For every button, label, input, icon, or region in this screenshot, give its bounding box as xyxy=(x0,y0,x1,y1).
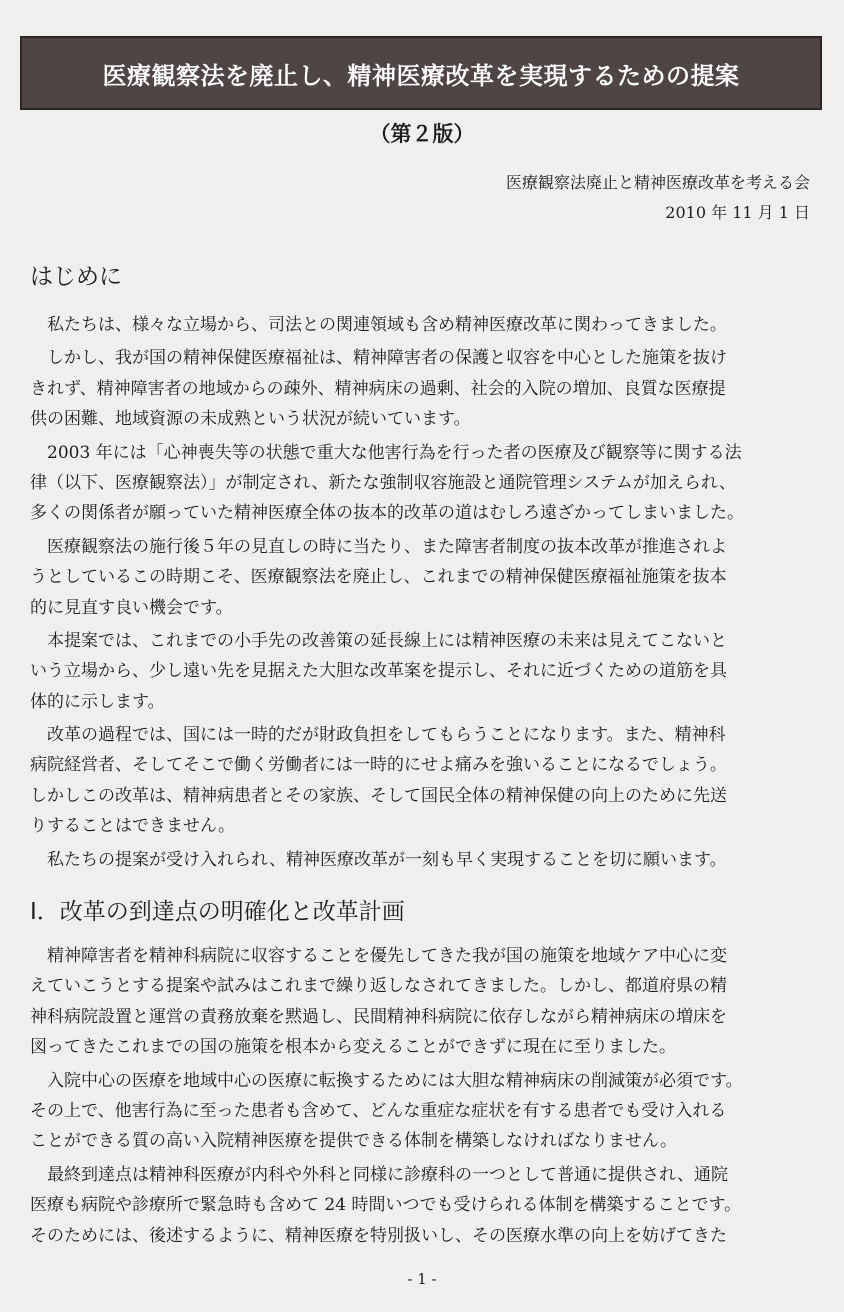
paragraph xyxy=(30,941,814,1063)
paragraph-line: 図ってきたこれまでの国の施策を根本から変えることができずに現在に至りました。 xyxy=(30,1037,676,1058)
paragraph-line: ことができる質の高い入院精神医療を提供できる体制を構築しなければなりません。 xyxy=(30,1131,678,1152)
paragraph-line: 本提案では、これまでの小手先の改善策の延長線上には精神医療の未来は見えてこないと xyxy=(30,630,727,651)
title-banner xyxy=(20,36,822,110)
paragraph-line: 的に見直す良い機会です。 xyxy=(30,597,233,618)
paragraph-line: うとしているこの時期こそ、医療観察法を廃止し、これまでの精神保健医療福祉施策を抜本 xyxy=(30,567,727,588)
document-title: 医療観察法を廃止し、精神医療改革を実現するための提案 xyxy=(102,61,740,90)
organization-name: 医療観察法廃止と精神医療改革を考える会 xyxy=(505,173,810,192)
paragraph-line: しかし、我が国の精神保健医療福祉は、精神障害者の保護と収容を中心とした施策を抜け xyxy=(30,348,727,369)
paragraph xyxy=(30,343,814,434)
paragraph-line: 最終到達点は精神科医療が内科や外科と同様に診療科の一つとして普通に提供され、通院 xyxy=(30,1164,729,1185)
paragraph-line: 入院中心の医療を地域中心の医療に転換するためには大胆な精神病床の削減策が必須です。 xyxy=(30,1070,743,1091)
paragraph-line: 律（以下、医療観察法）」が制定され、新たな強制収容施設と通院管理システムが加えられ、 xyxy=(30,472,736,493)
paragraph xyxy=(30,1066,814,1157)
section-heading-intro: はじめに xyxy=(30,264,122,290)
page-number: - 1 - xyxy=(407,1270,437,1288)
paragraph-line: りすることはできません。 xyxy=(30,816,236,837)
paragraph-line: 改革の過程では、国には一時的だが財政負担をしてもらうことになります。また、精神科 xyxy=(30,725,726,746)
paragraph-line: いう立場から、少し遠い先を見据えた大胆な改革案を提示し、それに近づくための道筋を具 xyxy=(30,661,727,682)
paragraph xyxy=(30,532,814,623)
section-body-reform-plan xyxy=(30,941,814,1251)
paragraph xyxy=(30,720,814,842)
paragraph-line: 多くの関係者が願っていた精神医療全体の抜本的改革の道はむしろ遠ざかってしまいました。 xyxy=(30,503,744,524)
document-date: 2010 年 11 月 1 日 xyxy=(665,203,810,222)
paragraph-line: 神科病院設置と運営の責務放棄を黙過し、民間精神科病院に依存しながら精神病床の増床を xyxy=(30,1006,727,1027)
edition-label: （第２版） xyxy=(369,122,475,146)
paragraph-line: そのためには、後述するように、精神医療を特別扱いし、その医療水準の向上を妨げてきた xyxy=(30,1225,727,1246)
paragraph xyxy=(30,845,814,875)
paragraph-line: 病院経営者、そしてそこで働く労働者には一時的にせよ痛みを強いることになるでしょう。 xyxy=(30,755,727,776)
section-body-intro xyxy=(30,310,814,875)
paragraph xyxy=(30,626,814,717)
paragraph xyxy=(30,438,814,529)
paragraph-line: 2003 年には「心神喪失等の状態で重大な他害行為を行った者の医療及び観察等に関する法 xyxy=(30,442,742,463)
section-heading-reform-plan: Ⅰ．改革の到達点の明確化と改革計画 xyxy=(30,899,405,925)
paragraph-line: 医療観察法の施行後５年の見直しの時に当たり、また障害者制度の抜本改革が推進されよ xyxy=(30,536,727,557)
paragraph-line: 体的に示します。 xyxy=(30,691,165,712)
paragraph xyxy=(30,310,814,340)
paragraph-line: その上で、他害行為に至った患者も含めて、どんな重症な症状を有する患者でも受け入れる xyxy=(30,1100,727,1121)
paragraph-line: えていこうとする提案や試みはこれまで繰り返しなされてきました。しかし、都道府県の精 xyxy=(30,976,727,997)
paragraph-line: 精神障害者を精神科病院に収容することを優先してきた我が国の施策を地域ケア中心に変 xyxy=(30,946,727,966)
paragraph-line: 医療も病院や診療所で緊急時も含めて 24 時間いつでも受けられる体制を構築することです。 xyxy=(30,1195,742,1216)
paragraph-line: 供の困難、地域資源の未成熟という状況が続いています。 xyxy=(30,409,471,430)
paragraph-line: きれず、精神障害者の地域からの疎外、精神病床の過剰、社会的入院の増加、良質な医療提 xyxy=(30,378,726,399)
paragraph-line: 私たちは、様々な立場から、司法との関連領域も含め精神医療改革に関わってきました。 xyxy=(30,315,727,335)
paragraph-line: 私たちの提案が受け入れられ、精神医療改革が一刻も早く実現することを切に願います。 xyxy=(30,849,727,870)
paragraph-line: しかしこの改革は、精神病患者とその家族、そして国民全体の精神保健の向上のために先送 xyxy=(30,785,727,806)
paragraph xyxy=(30,1160,814,1251)
